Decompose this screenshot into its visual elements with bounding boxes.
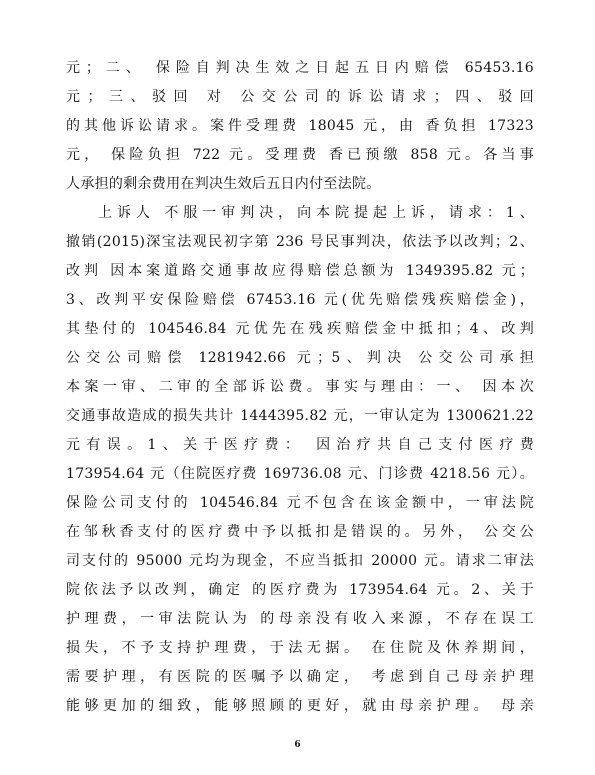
- text-line: 院依法予以改判，确定 的医疗费为 173954.64 元。2、关于: [66, 582, 534, 598]
- text-line: 在邹秋香支付的医疗费中予以抵扣是错误的。另外， 公交公: [66, 524, 534, 540]
- text-line: 司支付的 95000 元均为现金，不应当抵扣 20000 元。请求二审法: [66, 553, 534, 569]
- text-line: 元， 保险负担 722 元。受理费 香已预缴 858 元。各当事: [66, 147, 534, 163]
- text-line: 护理费，一审法院认为 的母亲没有收入来源，不存在误工: [66, 611, 534, 627]
- page-number: 6: [294, 740, 301, 750]
- text-line: 人承担的剩余费用在判决生效后五日内付至法院。: [66, 176, 381, 192]
- text-line: 保险公司支付的 104546.84 元不包含在该金额中，一审法院: [66, 495, 534, 511]
- text-line: 能够更加的细致，能够照顾的更好，就由母亲护理。 母亲: [66, 698, 534, 714]
- text-line: 交通事故造成的损失共计 1444395.82 元，一审认定为 1300621.22: [66, 408, 534, 424]
- text-line: 撤销(2015)深宝法观民初字第 236 号民事判决，依法予以改判；2、: [66, 234, 534, 250]
- text-line: 公交公司赔偿 1281942.66 元；5、判决 公交公司承担: [66, 350, 534, 366]
- text-line: 上诉人 不服一审判决，向本院提起上诉，请求：1、: [98, 205, 534, 221]
- text-line: 元有误。1、关于医疗费： 因治疗共自己支付医疗费: [66, 437, 534, 453]
- text-line: 173954.64 元（住院医疗费 169736.08 元、门诊费 4218.56 元）。: [66, 466, 534, 482]
- text-line: 的其他诉讼请求。案件受理费 18045 元，由 香负担 17323: [66, 118, 534, 134]
- text-line: 改判 因本案道路交通事故应得赔偿总额为 1349395.82 元；: [66, 263, 534, 279]
- text-line: 其垫付的 104546.84 元优先在残疾赔偿金中抵扣；4、改判: [66, 321, 534, 337]
- text-line: 元；三、驳回 对 公交公司的诉讼请求；四、驳回: [66, 89, 534, 105]
- text-line: 元；二、 保险自判决生效之日起五日内赔偿 65453.16: [66, 60, 534, 76]
- text-line: 3、改判平安保险赔偿 67453.16 元(优先赔偿残疾赔偿金)，: [66, 292, 534, 308]
- text-line: 损失，不予支持护理费，于法无据。 在住院及休养期间，: [66, 640, 534, 656]
- text-line: 本案一审、二审的全部诉讼费。事实与理由：一、 因本次: [66, 379, 534, 395]
- text-line: 需要护理，有医院的医嘱予以确定， 考虑到自己母亲护理: [66, 669, 534, 685]
- body-text: [66, 54, 534, 721]
